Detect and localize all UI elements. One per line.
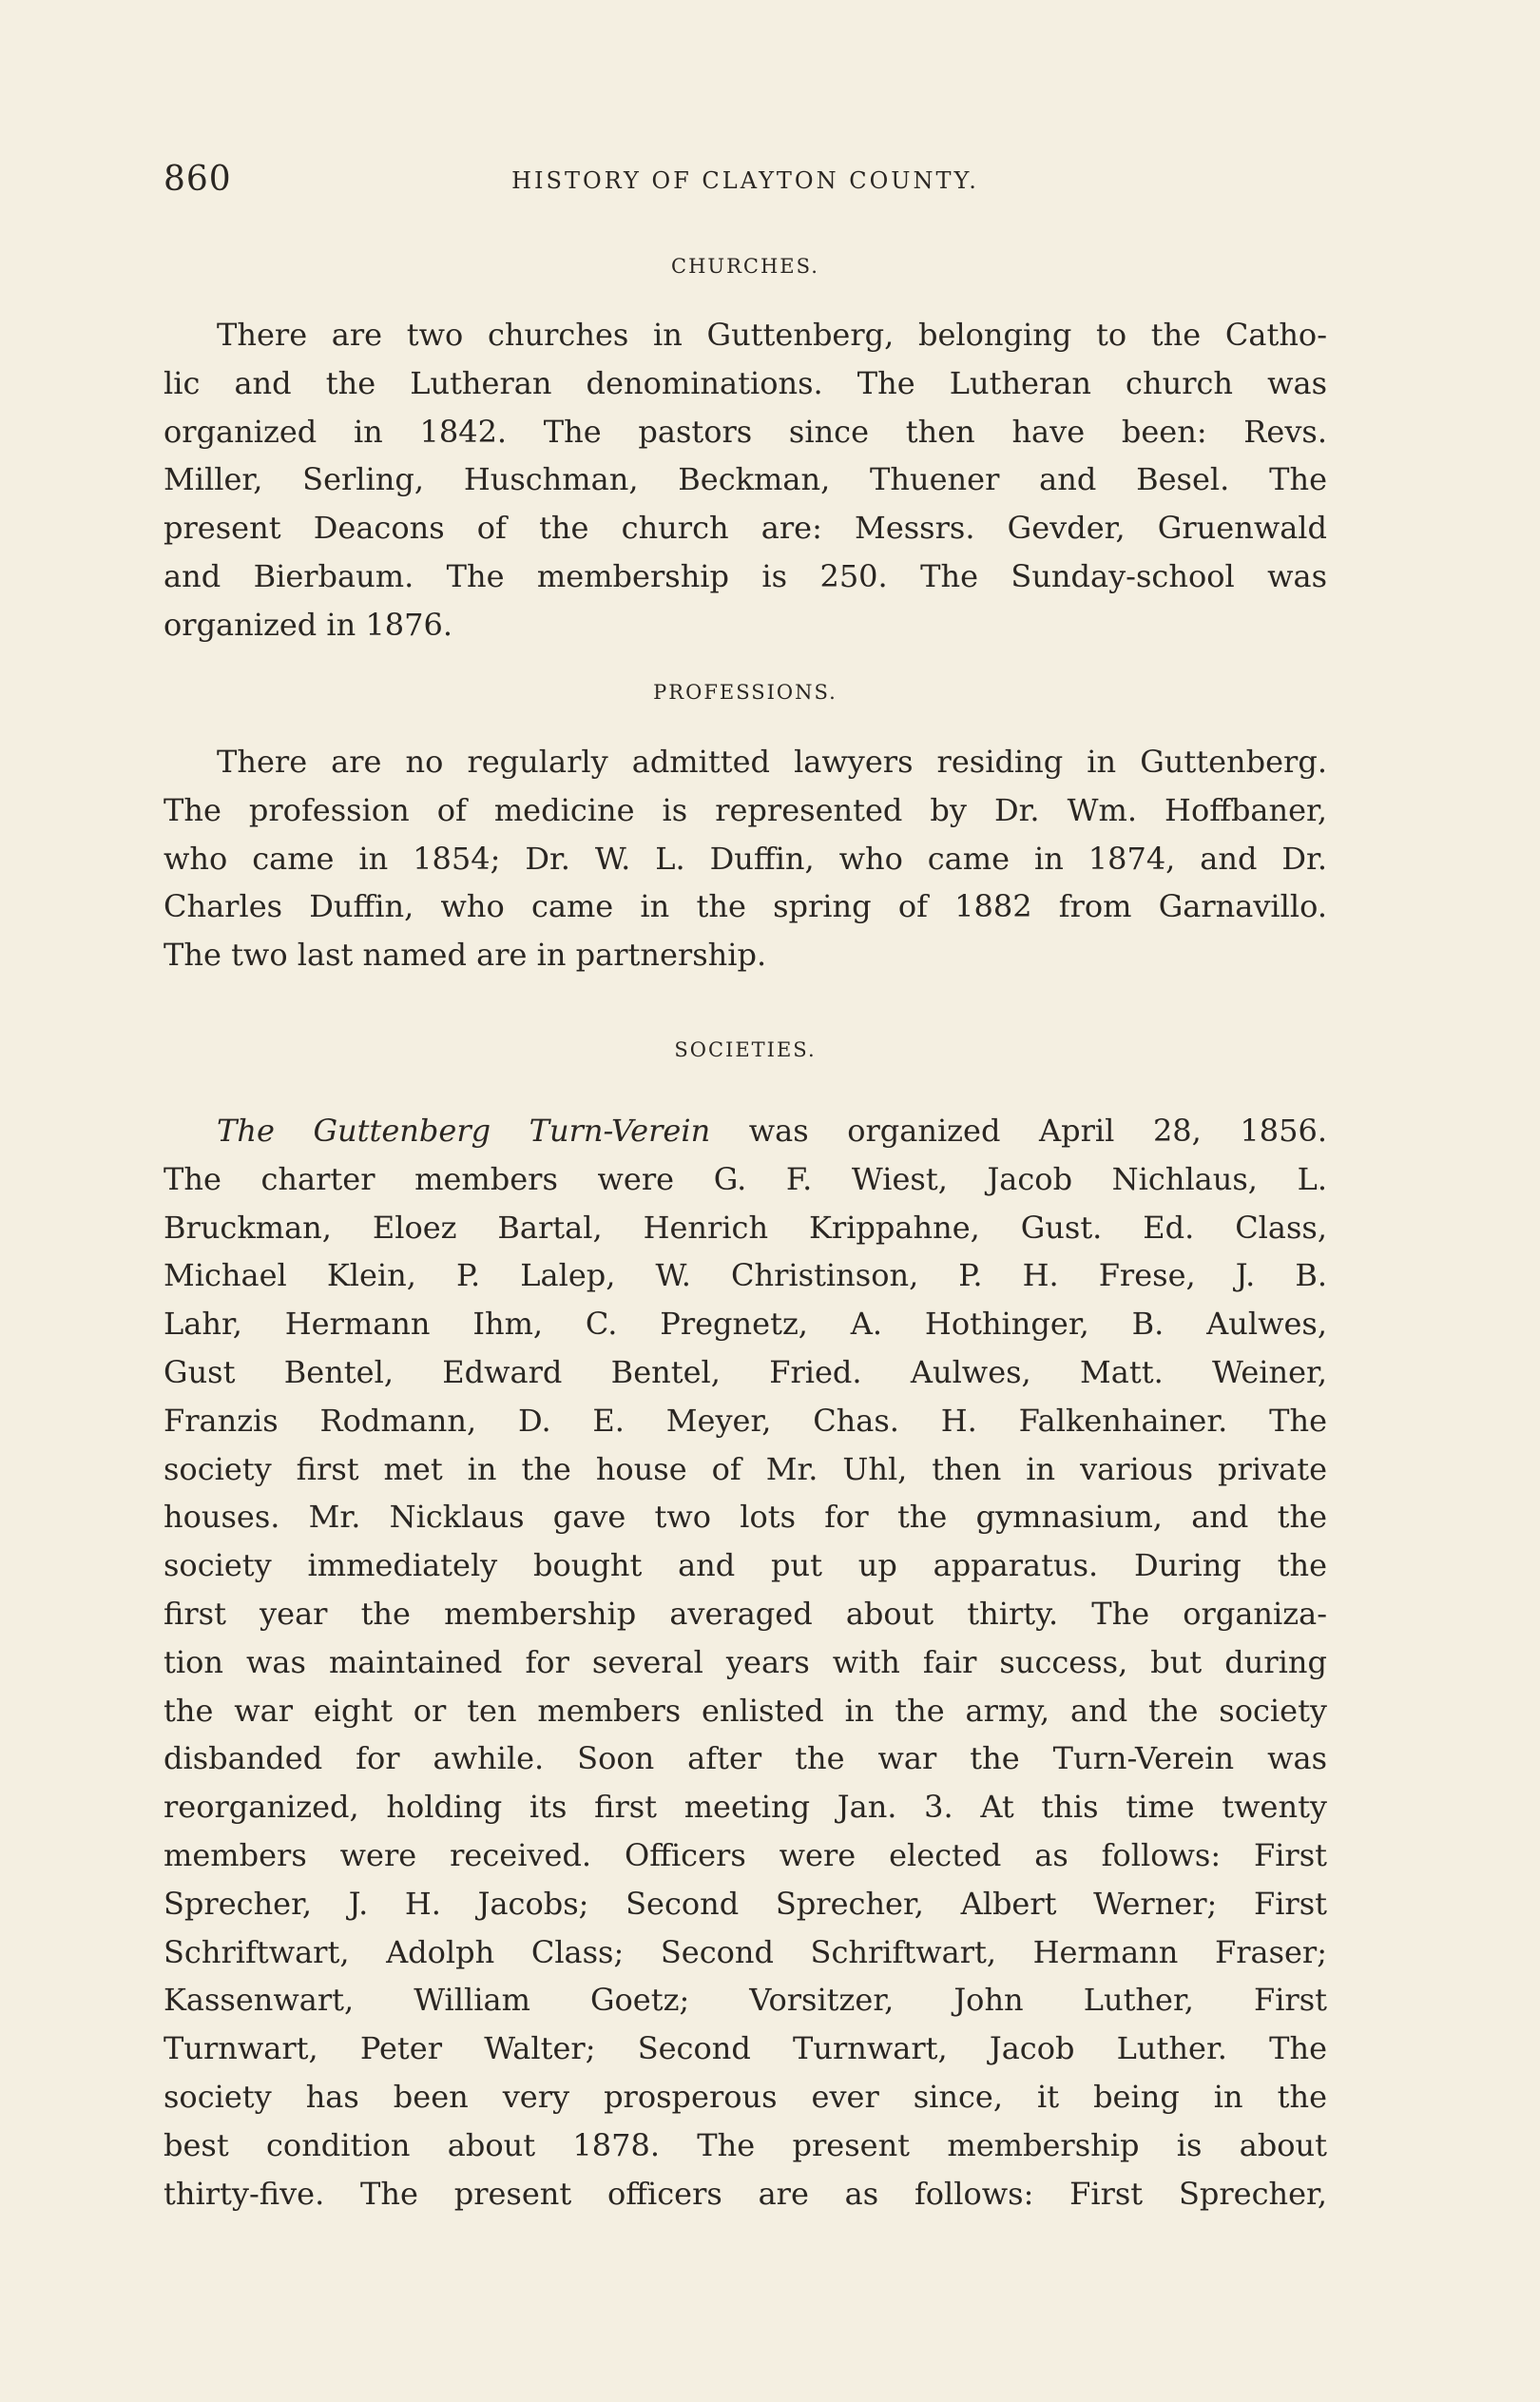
text-line: The two last named are in partnership. — [164, 937, 767, 974]
professions-heading: PROFESSIONS. — [653, 681, 837, 704]
churches-paragraph — [164, 311, 1327, 649]
text-line: organized in 1842. The pastors since then have been: Revs. — [164, 413, 1327, 450]
text-line: Michael Klein, P. Lalep, W. Christinson, P. H. Frese, J. B. — [164, 1257, 1327, 1294]
text-line: tion was maintained for several years with fair success, but during — [164, 1643, 1327, 1680]
text-line: Lahr, Hermann Ihm, C. Pregnetz, A. Hothinger, B. Aulwes, — [164, 1306, 1327, 1343]
running-head — [164, 160, 1327, 202]
text-line: houses. Mr. Nicklaus gave two lots for the gymnasium, and the — [164, 1499, 1327, 1536]
page-number: 860 — [164, 160, 232, 199]
text-line: The profession of medicine is represented by Dr. Wm. Hoffbaner, — [164, 791, 1327, 828]
text-line: Sprecher, J. H. Jacobs; Second Sprecher, Albert Werner; First — [164, 1885, 1327, 1922]
text-line: There are two churches in Guttenberg, belonging to the Catho- — [217, 317, 1327, 353]
text-line: the war eight or ten members enlisted in the army, and the society — [164, 1692, 1327, 1729]
text-line: There are no regularly admitted lawyers residing in Guttenberg. — [217, 744, 1327, 780]
text-line: society has been very prosperous ever since, it being in the — [164, 2078, 1327, 2115]
text-line: members were received. Officers were elected as follows: First — [164, 1836, 1327, 1873]
societies-paragraph — [164, 1107, 1327, 2218]
text-line: The charter members were G. F. Wiest, Jacob Nichlaus, L. — [164, 1160, 1327, 1197]
text-line: Turnwart, Peter Walter; Second Turnwart, Jacob Luther. The — [164, 2030, 1327, 2067]
text-line: and Bierbaum. The membership is 250. The Sunday-school was — [164, 557, 1327, 594]
text-line: society immediately bought and put up apparatus. During the — [164, 1547, 1327, 1584]
text-line: Franzis Rodmann, D. E. Meyer, Chas. H. Falkenhainer. The — [164, 1402, 1327, 1439]
text-line: first year the membership averaged about thirty. The organiza- — [164, 1595, 1327, 1632]
running-title: HISTORY OF CLAYTON COUNTY. — [511, 167, 979, 194]
societies-heading: SOCIETIES. — [674, 1038, 817, 1061]
text-line: thirty-five. The present officers are as follows: First Sprecher, — [164, 2175, 1327, 2212]
text-line: who came in 1854; Dr. W. L. Duffin, who came in 1874, and Dr. — [164, 840, 1327, 877]
text-line: Charles Duffin, who came in the spring of 1882 from Garnavillo. — [164, 888, 1327, 925]
society-name: The Guttenberg Turn-Verein — [217, 1113, 711, 1149]
text-line: lic and the Lutheran denominations. The Lutheran church was — [164, 364, 1327, 401]
text-line: organized in 1876. — [164, 606, 453, 643]
text-line — [164, 1107, 1327, 1155]
churches-heading: CHURCHES. — [671, 255, 819, 278]
text-line: Miller, Serling, Huschman, Beckman, Thuener and Besel. The — [164, 461, 1327, 498]
professions-paragraph — [164, 738, 1327, 979]
text-line: society first met in the house of Mr. Uhl, then in various private — [164, 1450, 1327, 1487]
text-line: Bruckman, Eloez Bartal, Henrich Krippahne, Gust. Ed. Class, — [164, 1209, 1327, 1246]
text-line: reorganized, holding its first meeting Jan. 3. At this time twenty — [164, 1789, 1327, 1826]
text-line: Gust Bentel, Edward Bentel, Fried. Aulwes, Matt. Weiner, — [164, 1353, 1327, 1390]
text-line: disbanded for awhile. Soon after the war the Turn-Verein was — [164, 1740, 1327, 1777]
text-line: Schriftwart, Adolph Class; Second Schriftwart, Hermann Fraser; — [164, 1933, 1327, 1970]
text-line: Kassenwart, William Goetz; Vorsitzer, John Luther, First — [164, 1982, 1327, 2019]
text-line: present Deacons of the church are: Messrs. Gevder, Gruenwald — [164, 510, 1327, 547]
text-run: was organized April 28, 1856. — [710, 1113, 1327, 1149]
text-line: best condition about 1878. The present membership is about — [164, 2126, 1327, 2163]
